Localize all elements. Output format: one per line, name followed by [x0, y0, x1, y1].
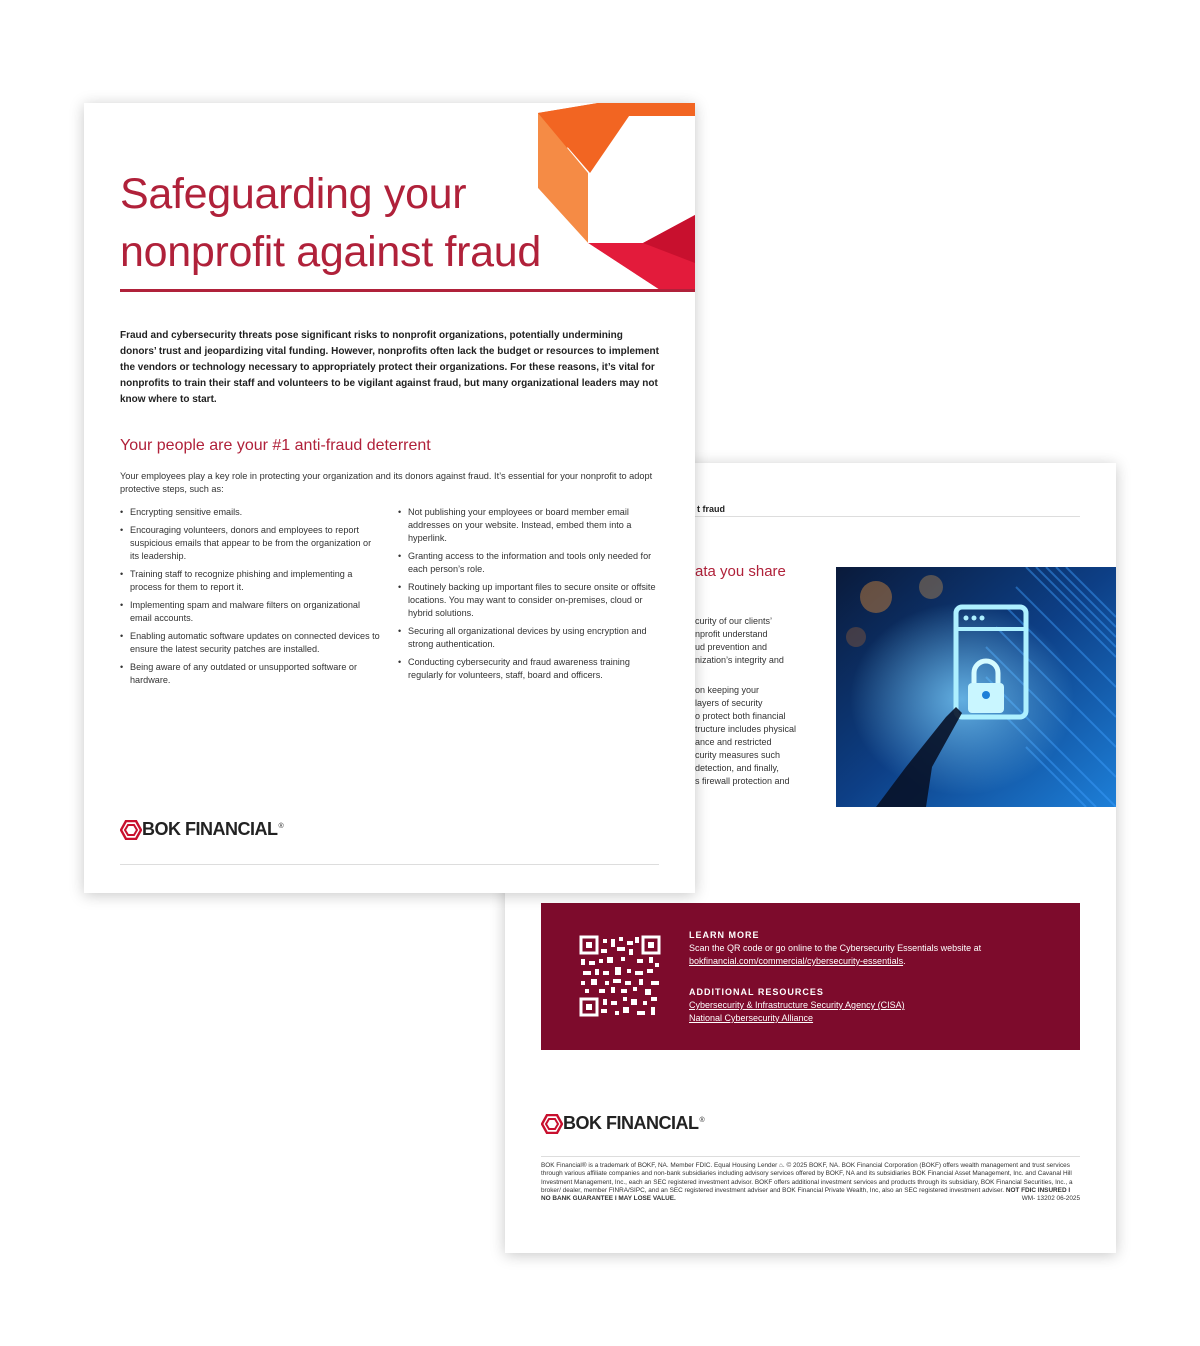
list-item: • Granting access to the information and tools only needed for each person’s role. [398, 550, 660, 576]
cybersecurity-photo [836, 567, 1116, 807]
form-number: WM- 13202 06-2025 [1021, 1195, 1080, 1203]
list-item: • Routinely backing up important files to secure onsite or offsite locations. You may want to consider on-premises, cloud or hybrid solutions. [398, 581, 660, 620]
list-item: • Encouraging volunteers, donors and employees to report suspicious emails that appear to be from the organization or its leadership. [120, 524, 382, 563]
bullet-list-right [398, 506, 660, 687]
list-item: • Being aware of any outdated or unsupported software or hardware. [120, 661, 382, 687]
body-line: nprofit understand [695, 629, 768, 639]
body-line: curity measures such [695, 750, 781, 760]
bok-financial-logo [541, 1113, 704, 1134]
bullet-list-left [120, 506, 382, 692]
link-punctuation: . [903, 956, 906, 966]
lock-icon [836, 567, 1116, 807]
list-item: • Not publishing your employees or board member email addresses on your website. Instead, embed them into a hyperlink. [398, 506, 660, 545]
running-title: t fraud [697, 504, 725, 514]
divider [120, 864, 659, 865]
intro-paragraph: Fraud and cybersecurity threats pose significant risks to nonprofit organizations, potentially undermining donors’ trust and jeopardizing vital funding. However, nonprofits often lack the budget or resources to implement the vendors or technology necessary to appropriately protect their organizations. For these reasons, it’s vital for nonprofits to train their staff and volunteers to be vigilant against fraud, but many organizational leaders may not know where to start. [120, 330, 659, 405]
title-line-1: Safeguarding your [120, 170, 467, 218]
body-text-fragment-2 [695, 684, 835, 788]
front-page [84, 103, 695, 893]
body-text-fragment-1 [695, 615, 835, 667]
logo-wordmark [142, 819, 283, 840]
additional-resources-label: ADDITIONAL RESOURCES [689, 987, 824, 997]
logo-text: BOK FINANCIAL [563, 1113, 699, 1133]
list-item: • Implementing spam and malware filters on organizational email accounts. [120, 599, 382, 625]
learn-more-label: LEARN MORE [689, 930, 760, 940]
body-line: s firewall protection and [695, 776, 790, 786]
bok-logo-icon [541, 1114, 563, 1134]
learn-more-link-line [689, 955, 981, 968]
divider [541, 1156, 1080, 1157]
body-line: nization’s integrity and [695, 655, 784, 665]
body-line: layers of security [695, 698, 763, 708]
body-line: o protect both financial [695, 711, 786, 721]
registered-mark: ® [699, 1117, 705, 1124]
ncsa-link-row [689, 1012, 813, 1025]
page-title [120, 165, 541, 281]
logo-wordmark [563, 1113, 704, 1134]
body-line: tructure includes physical [695, 724, 797, 734]
lead-paragraph: Your employees play a key role in protecting your organization and its donors against fraud. It’s essential for your nonprofit to adopt protective steps, such as: [120, 471, 653, 494]
section-heading-fragment: ata you share [695, 563, 786, 580]
registered-mark: ® [278, 823, 284, 830]
disclaimer-bold: NOT FDIC INSURED I NO BANK GUARANTEE I MAY LOSE VALUE. [541, 1186, 1071, 1203]
title-line-2: nonprofit against fraud [120, 228, 542, 276]
qr-code-icon[interactable] [579, 935, 661, 1017]
decorative-chevron-graphic [538, 103, 695, 292]
cisa-link[interactable]: Cybersecurity & Infrastructure Security Agency (CISA) [689, 1000, 905, 1010]
logo-text: BOK FINANCIAL [142, 819, 278, 839]
list-item: • Training staff to recognize phishing and implementing a process for them to report it. [120, 568, 382, 594]
body-line: curity of our clients’ [695, 616, 773, 626]
body-line: ance and restricted [695, 737, 772, 747]
bok-financial-logo [120, 819, 283, 840]
national-cybersecurity-alliance-link[interactable]: National Cybersecurity Alliance [689, 1013, 814, 1023]
legal-disclaimer [541, 1162, 1080, 1203]
bok-logo-icon [120, 820, 142, 840]
body-line: ud prevention and [695, 642, 768, 652]
disclaimer-text: BOK Financial® is a trademark of BOKF, NA. Member FDIC. Equal Housing Lender ⌂. © 2025 BOKF, NA. BOK Financial Corporation (BOKF) offers wealth management and trust services through various affiliate companies and non-bank subsidiaries including advisory services offered by BOKF, NA and its subsidiaries BOK Financial Asset Management, Inc. and Cavanal Hill Investment Management, Inc., each an SEC registered investment advisor. BOKF offers additional investment services and products through its subsidiary, BOK Financial Securities, Inc., a broker/ dealer, member FINRA/SIPC, and an SEC registered investment adviser and BOK Financial Private Wealth, Inc, also an SEC registered investment adviser. [541, 1162, 1073, 1194]
cisa-link-row [689, 999, 905, 1012]
learn-more-text [689, 942, 981, 968]
body-line: detection, and finally, [695, 763, 779, 773]
list-item: • Securing all organizational devices by using encryption and strong authentication. [398, 625, 660, 651]
learn-more-panel [541, 903, 1080, 1050]
learn-more-description: Scan the QR code or go online to the Cybersecurity Essentials website at [689, 943, 982, 953]
body-line: on keeping your [695, 685, 760, 695]
list-item: • Conducting cybersecurity and fraud awareness training regularly for volunteers, staff, board and officers. [398, 656, 660, 682]
list-item: • Encrypting sensitive emails. [120, 506, 382, 519]
section-heading: Your people are your #1 anti-fraud deterrent [120, 437, 431, 454]
cybersecurity-essentials-link[interactable]: bokfinancial.com/commercial/cybersecurity-essentials [689, 956, 904, 966]
title-underline [120, 289, 695, 292]
list-item: • Enabling automatic software updates on connected devices to ensure the latest security patches are installed. [120, 630, 382, 656]
